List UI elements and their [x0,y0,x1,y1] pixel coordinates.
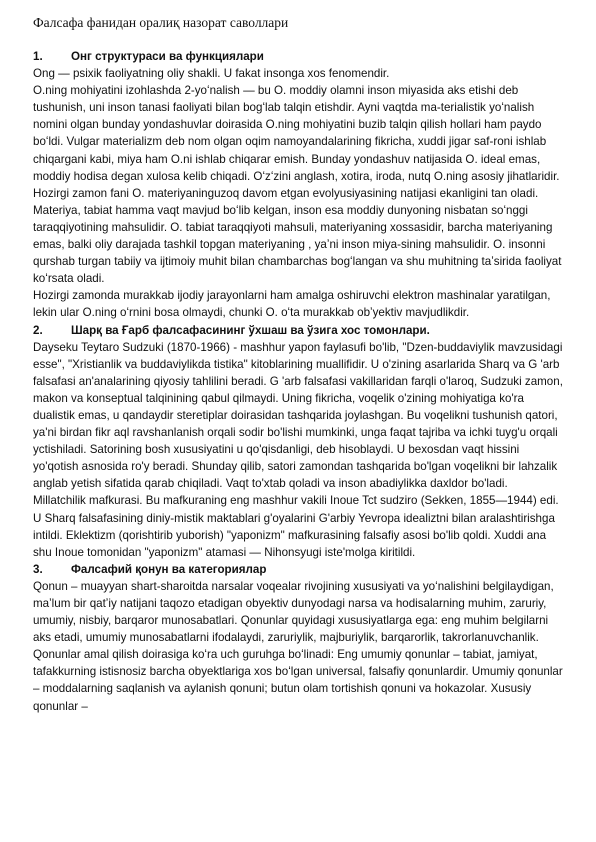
section-structure-of-consciousness [33,48,564,322]
paragraph: O.ning mohiyatini izohlashda 2-yoʻnalish — bu O. moddiy olamni inson miyasida aks etishi deb tushunish, uni inson tanasi faoliyati bilan bogʻlab talqin etishdir. Ayni vaqtda ma-terialistik yoʻnalish nomini olgan bunday yondashuvlar doirasida O.ning mohiyatini buzib talqin qilish hollari ham paydo boʻldi. Vulgar materializm deb nom olgan oqim namoyandalarining fikricha, xuddi jigar saf-roni ishlab chiqargani kabi, miya ham O.ni ishlab chiqarar emish. Bunday yondashuv natijasida O. ideal emas, moddiy hodisa degan xulosa kelib chiqadi. Oʻzʻzini anglash, xotira, iroda, nutq O.ning asosiy jihatlaridir. [33,84,560,183]
paragraph: Millatchilik mafkurasi. Bu mafkuraning eng mashhur vakili Inoue Tct sudziro (Sekken, 1855—1944) edi. U Sharq falsafasining diniy-mistik maktablari g'oyalarini G'arbiy Yevropa idealiztni bilan aralashtirishga intildi. Eklektizm (qorishtirib yuborish) "yaponizm" mafkurasining falsafiy asosi bo'lib qoldi. Xuddi ana shu Inoue tomonidan "yaponizm" atamasi — Nihonsyugi iste'molga kiritildi. [33,494,559,559]
section-heading [33,561,564,578]
section-number: 3. [33,562,43,576]
section-heading [33,48,564,65]
paragraph: Ong — psixik faoliyatning oliy shakli. U fakat insonga xos fenomendir. [33,67,390,81]
section-title: Шарқ ва Ғарб фалсафасининг ўхшаш ва ўзига хос томонлари. [71,323,430,337]
document-title: Фалсафа фанидан оралиқ назорат саволлари [33,15,289,30]
paragraph: Hozirgi zamonda murakkab ijodiy jarayonlarni ham amalga oshiruvchi elektron mashinalar yaratilgan, lekin ular O.ning oʻrnini bosa olmaydi, chunki O. oʻta murakkab obʼyektiv mavjudlikdir. [33,289,551,320]
section-east-west-philosophy [33,322,564,561]
section-title: Фалсафий қонун ва категориялар [71,562,267,576]
paragraph: Dayseku Teytaro Sudzuki (1870-1966) - mashhur yapon faylasufi bo'lib, "Dzen-buddaviylik mavzusidagi esse", "Xristianlik va buddaviylikda tistika" kitoblarining muallifidir. U o'zining asarlarida Sharq va G 'arb falsafasi an'analarining qiyosiy tahlilini beradi. G 'arb falsafasi vakillaridan farqli o'laroq, Sudzuki zamon, makon va konseptual talqinining qabul qilmaydi. Uning fikricha, voqelik o'zining mohiyatiga ko'ra dualistik emas, u qandaydir steretiplar doirasidan tashqarida joylashgan. Bu voqelikni tushunish qatori, ya'ni birdan fikr aql ravshanlanish orqali sodir bo'lishi mumkinki, unga faqat tajriba va ichki tuyg'u orqali yctishiladi. Satorining bosh xususiyatini u qo'qisdanligi, deb hisoblaydi. U bexosdan vaqt hissini yo'qotish asnosida ro'y beradi. Shunday qilib, satori zamondan tashqarida bo'lgan voqelikni bir lahzalik anglab yetish sifatida qarab chiqiladi. Vaqt to'xtab qoladi va inson abadiylikka daxldor bo'ladi. [33,340,563,491]
section-laws-and-categories [33,561,564,715]
section-number: 1. [33,50,43,63]
section-title: Онг структураси ва функциялари [71,50,264,63]
section-number: 2. [33,323,43,337]
section-heading [33,322,564,339]
paragraph: Hozirgi zamon fani O. materiyaninguzoq davom etgan evolyusiyasining natijasi ekanligini tan oladi. Materiya, tabiat hamma vaqt mavjud boʻlib kelgan, inson esa moddiy dunyoning nisbatan soʻnggi taraqqiyotining mahsulidir. O. tabiat taraqqiyoti mahsuli, materiyaning xossasidir, barcha materiyaning emas, balki oliy darajada tashkil topgan materiyaning , yaʼni inson miya-sining mahsulidir. O. insonni qurshab turgan tabiiy va ijtimoiy muhit bilan chambarchas bogʻlangan va shu muhitning taʼsirida faoliyat koʻrsata oladi. [33,186,562,286]
paragraph: Qonun – muayyan shart-sharoitda narsalar voqealar rivojining xususiyati va yoʻnalishini belgilaydigan, maʼlum bir qatʼiy natijani taqozo etadigan obyektiv dunyodagi narsa va hodisalarning muhim, zaruriy, umumiy, nisbiy, barqaror munosabatlari. Qonunlar quyidagi xususiyatlarga ega: eng muhim belgilarni aks etadi, umumiy munosabatlarni ifodalaydi, zaruriylik, majburiylik, barqarorlik, takrorlanuvchanlik. Qonunlar amal qilish doirasiga koʻra uch guruhga boʻlinadi: Eng umumiy qonunlar – tabiat, jamiyat, tafakkurning istisnosiz barcha obyektlariga xos boʻlgan universal, falsafiy qonunlardir. Umumiy qonunlar – moddalarning saqlanish va aylanish qonuni; butun olam tortishish qonuni va hokazolar. Xususiy qonunlar – [33,579,563,713]
